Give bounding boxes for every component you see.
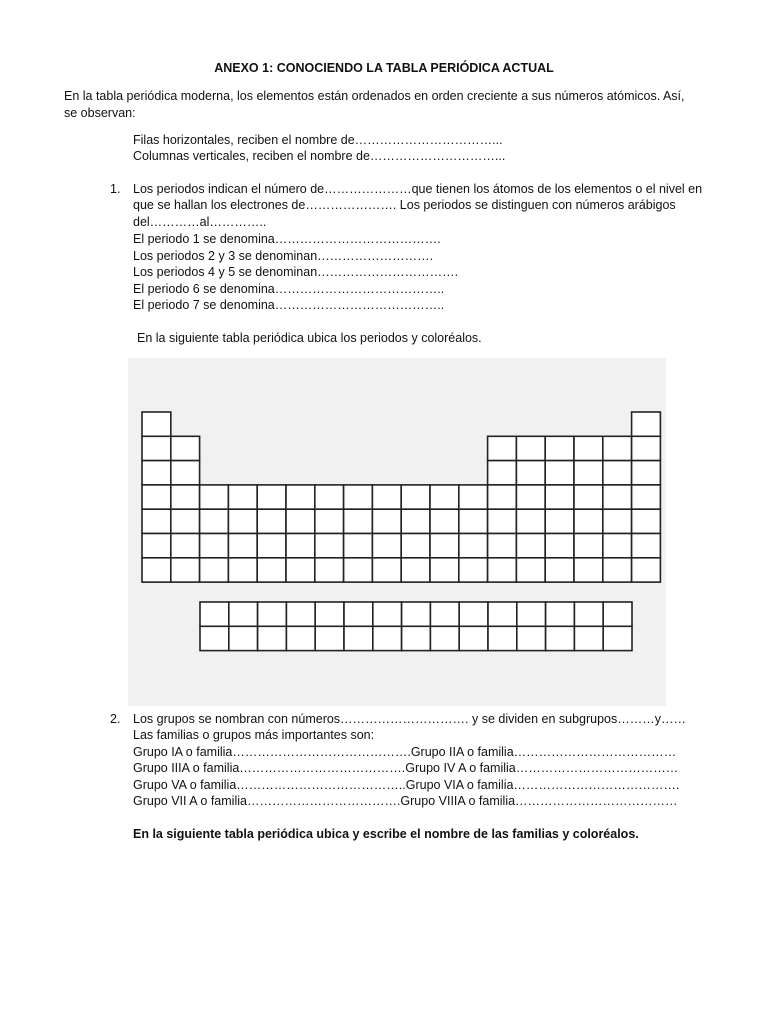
element-cell <box>574 509 603 533</box>
element-cell <box>632 509 661 533</box>
element-cell <box>574 602 603 626</box>
element-cell <box>632 436 661 460</box>
element-cell <box>488 534 517 558</box>
element-cell <box>372 485 401 509</box>
element-cell <box>344 534 373 558</box>
element-cell <box>632 534 661 558</box>
element-cell <box>459 558 488 582</box>
element-cell <box>516 509 545 533</box>
element-cell <box>200 558 229 582</box>
element-cell <box>603 509 632 533</box>
element-cell <box>171 534 200 558</box>
element-cell <box>459 509 488 533</box>
element-cell <box>344 602 373 626</box>
section1-line: del…………al………….. <box>133 215 267 229</box>
section-number-2: 2. <box>110 712 121 726</box>
element-cell <box>574 534 603 558</box>
element-cell <box>632 461 661 485</box>
element-cell <box>257 509 286 533</box>
element-cell <box>574 485 603 509</box>
element-cell <box>517 626 546 650</box>
element-cell <box>546 602 575 626</box>
element-cell <box>488 602 517 626</box>
element-cell <box>545 558 574 582</box>
element-cell <box>257 534 286 558</box>
element-cell <box>142 509 171 533</box>
element-cell <box>142 558 171 582</box>
element-cell <box>286 485 315 509</box>
element-cell <box>142 412 171 436</box>
element-cell <box>430 626 459 650</box>
element-cell <box>488 509 517 533</box>
element-cell <box>344 558 373 582</box>
element-cell <box>488 485 517 509</box>
blank-periodic-table <box>128 358 666 706</box>
group-line: Grupo IIIA o familia………………………………….Grupo IV A o familia………………………………… <box>133 761 679 775</box>
element-cell <box>632 485 661 509</box>
element-cell <box>372 534 401 558</box>
element-cell <box>430 485 459 509</box>
element-cell <box>372 558 401 582</box>
element-cell <box>516 534 545 558</box>
intro-text-line-1: En la tabla periódica moderna, los elementos están ordenados en orden creciente a sus números atómicos. Así, <box>64 89 685 103</box>
element-cell <box>545 436 574 460</box>
element-cell <box>171 485 200 509</box>
group-line: Grupo VA o familia…………………………………..Grupo VIA o familia…………………………………. <box>133 778 680 792</box>
element-cell <box>545 534 574 558</box>
element-cell <box>142 436 171 460</box>
element-cell <box>286 558 315 582</box>
element-cell <box>459 534 488 558</box>
element-cell <box>401 485 430 509</box>
element-cell <box>286 534 315 558</box>
element-cell <box>402 626 431 650</box>
element-cell <box>545 509 574 533</box>
element-cell <box>574 626 603 650</box>
element-cell <box>546 626 575 650</box>
element-cell <box>258 626 287 650</box>
period-2-3-line: Los periodos 2 y 3 se denominan………………………. <box>133 249 434 263</box>
element-cell <box>603 485 632 509</box>
element-cell <box>286 509 315 533</box>
element-cell <box>286 626 315 650</box>
element-cell <box>401 509 430 533</box>
element-cell <box>632 412 661 436</box>
element-cell <box>344 626 373 650</box>
section-number-1: 1. <box>110 182 121 196</box>
periods-instruction: En la siguiente tabla periódica ubica los periodos y coloréalos. <box>137 331 482 345</box>
period-1-line: El periodo 1 se denomina…………………………………. <box>133 232 441 246</box>
element-cell <box>401 534 430 558</box>
element-cell <box>401 558 430 582</box>
element-cell <box>545 461 574 485</box>
element-cell <box>373 602 402 626</box>
page-title: ANEXO 1: CONOCIENDO LA TABLA PERIÓDICA ACTUAL <box>214 61 554 75</box>
element-cell <box>488 626 517 650</box>
element-cell <box>228 534 257 558</box>
element-cell <box>315 558 344 582</box>
element-cell <box>603 558 632 582</box>
element-cell <box>228 509 257 533</box>
element-cell <box>516 436 545 460</box>
element-cell <box>200 602 229 626</box>
element-cell <box>488 436 517 460</box>
element-cell <box>459 602 488 626</box>
element-cell <box>516 461 545 485</box>
element-cell <box>200 509 229 533</box>
section2-line: Las familias o grupos más importantes son: <box>133 728 375 742</box>
section1-line: Los periodos indican el número de…………………que tienen los átomos de los elementos o el nivel en <box>133 182 703 196</box>
element-cell <box>373 626 402 650</box>
element-cell <box>459 485 488 509</box>
element-cell <box>488 558 517 582</box>
element-cell <box>632 558 661 582</box>
section2-line: Los grupos se nombran con números…………………………. y se dividen en subgrupos………y…… <box>133 712 686 726</box>
element-cell <box>171 461 200 485</box>
element-cell <box>603 461 632 485</box>
element-cell <box>200 534 229 558</box>
element-cell <box>574 461 603 485</box>
element-cell <box>286 602 315 626</box>
element-cell <box>142 461 171 485</box>
element-cell <box>258 602 287 626</box>
element-cell <box>516 485 545 509</box>
element-cell <box>603 626 632 650</box>
element-cell <box>459 626 488 650</box>
element-cell <box>517 602 546 626</box>
element-cell <box>171 509 200 533</box>
element-cell <box>315 626 344 650</box>
element-cell <box>229 602 258 626</box>
element-cell <box>228 485 257 509</box>
element-cell <box>315 602 344 626</box>
observation-columns: Columnas verticales, reciben el nombre de…………………………... <box>133 149 506 163</box>
element-cell <box>372 509 401 533</box>
period-4-5-line: Los periodos 4 y 5 se denominan……………………………. <box>133 265 459 279</box>
families-instruction: En la siguiente tabla periódica ubica y escribe el nombre de las familias y coloréalos. <box>133 827 639 841</box>
element-cell <box>603 534 632 558</box>
periodic-table-grid <box>128 358 666 706</box>
element-cell <box>430 558 459 582</box>
element-cell <box>228 558 257 582</box>
element-cell <box>142 485 171 509</box>
element-cell <box>574 436 603 460</box>
element-cell <box>200 626 229 650</box>
element-cell <box>545 485 574 509</box>
element-cell <box>574 558 603 582</box>
element-cell <box>142 534 171 558</box>
observation-rows: Filas horizontales, reciben el nombre de……………………………... <box>133 133 503 147</box>
element-cell <box>430 509 459 533</box>
element-cell <box>257 558 286 582</box>
element-cell <box>430 602 459 626</box>
group-line: Grupo VII A o familia……………………………….Grupo VIIIA o familia………………………………… <box>133 794 678 808</box>
element-cell <box>430 534 459 558</box>
element-cell <box>315 534 344 558</box>
intro-text-line-2: se observan: <box>64 106 136 120</box>
element-cell <box>344 509 373 533</box>
group-line: Grupo IA o familia…………………………………….Grupo IIA o familia………………………………… <box>133 745 677 759</box>
element-cell <box>171 558 200 582</box>
element-cell <box>257 485 286 509</box>
element-cell <box>344 485 373 509</box>
section1-line: que se hallan los electrones de…………………. Los periodos se distinguen con números arábigos <box>133 198 676 212</box>
period-6-line: El periodo 6 se denomina………………………………….. <box>133 282 445 296</box>
element-cell <box>200 485 229 509</box>
element-cell <box>603 602 632 626</box>
element-cell <box>603 436 632 460</box>
element-cell <box>516 558 545 582</box>
element-cell <box>402 602 431 626</box>
element-cell <box>315 509 344 533</box>
element-cell <box>171 436 200 460</box>
period-7-line: El periodo 7 se denomina………………………………….. <box>133 298 445 312</box>
element-cell <box>229 626 258 650</box>
element-cell <box>488 461 517 485</box>
element-cell <box>315 485 344 509</box>
